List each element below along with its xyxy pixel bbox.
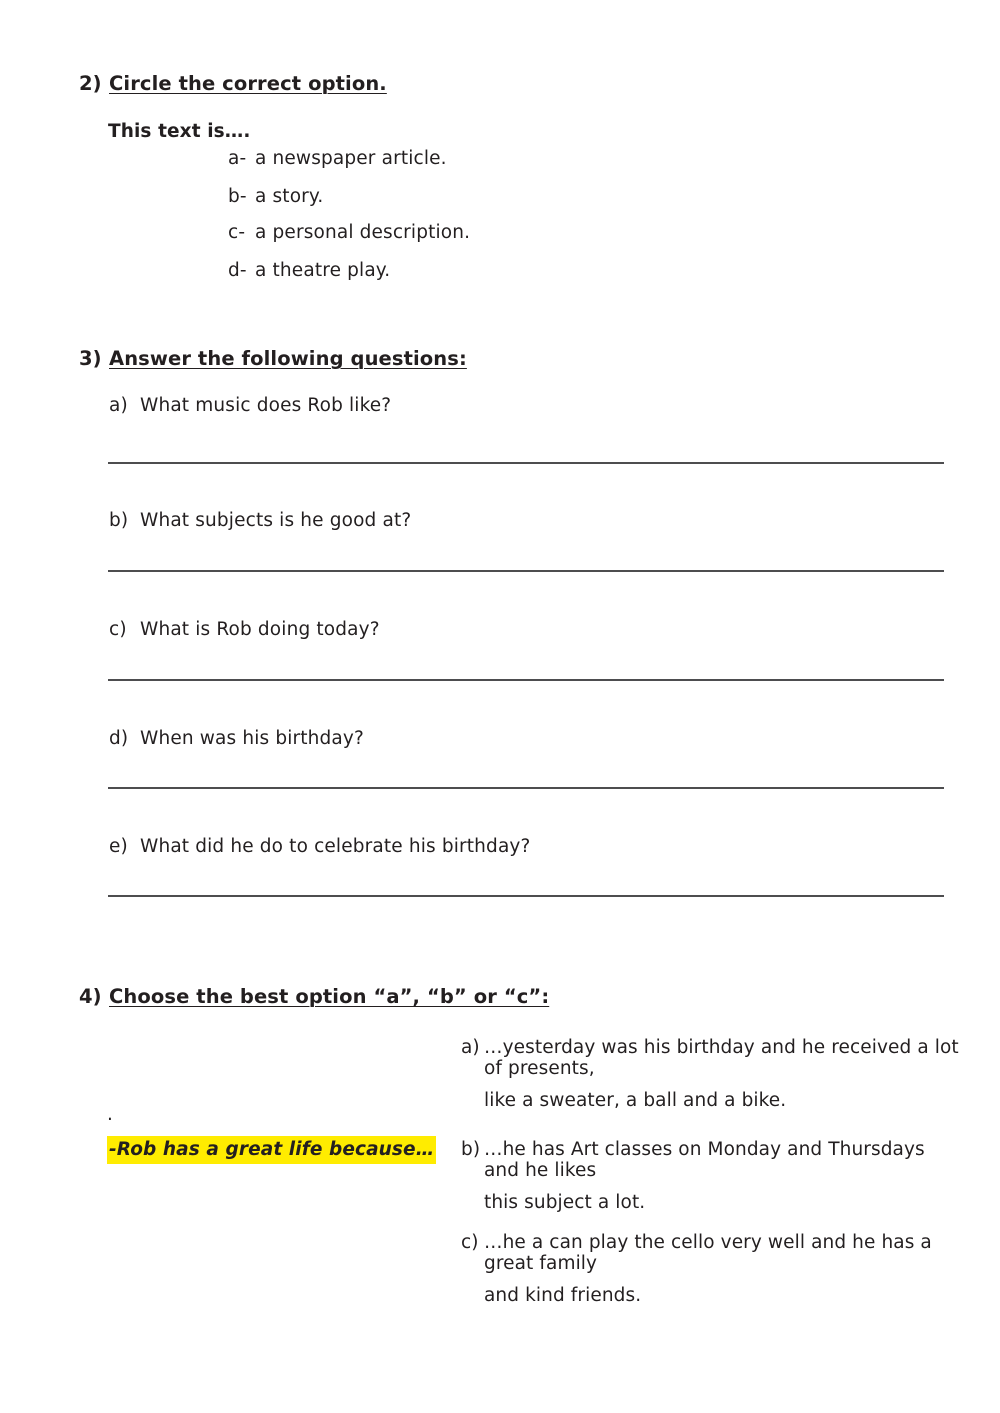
section-title-2: Circle the correct option. xyxy=(109,72,387,95)
question-3a-letter: a) xyxy=(109,395,128,416)
answer-line-3d[interactable] xyxy=(108,787,944,789)
match-choice-a[interactable] xyxy=(461,1037,961,1111)
match-choice-a-line1 xyxy=(461,1037,961,1079)
answer-line-3c[interactable] xyxy=(108,679,944,681)
question-3e-text: What did he do to celebrate his birthday? xyxy=(140,836,531,857)
match-choice-c[interactable] xyxy=(461,1232,961,1306)
option-c[interactable] xyxy=(228,222,470,243)
question-3b-letter: b) xyxy=(109,510,129,531)
section-title-4: Choose the best option “a”, “b” or “c”: xyxy=(109,985,550,1008)
section-number-4: 4) xyxy=(79,985,102,1008)
question-3d xyxy=(109,728,364,749)
question-3e-letter: e) xyxy=(109,836,128,857)
question-3b-text: What subjects is he good at? xyxy=(140,510,412,531)
option-d-letter: d- xyxy=(228,260,247,281)
option-b-text: a story. xyxy=(255,186,324,207)
match-choice-b-text1: …he has Art classes on Monday and Thursdays and he likes xyxy=(484,1139,925,1181)
option-d-text: a theatre play. xyxy=(255,260,391,281)
question-2-prompt: This text is…. xyxy=(108,121,251,142)
match-choice-b-line1 xyxy=(461,1139,961,1181)
stray-mark: . xyxy=(107,1104,113,1125)
match-choice-c-letter: c) xyxy=(461,1232,479,1253)
question-3e xyxy=(109,836,531,857)
option-b[interactable] xyxy=(228,186,323,207)
match-choice-b-letter: b) xyxy=(461,1139,481,1160)
highlighted-sentence-stem[interactable]: -Rob has a great life because… xyxy=(107,1136,436,1164)
question-3c-text: What is Rob doing today? xyxy=(140,619,380,640)
section-heading-4 xyxy=(79,985,549,1008)
question-3b xyxy=(109,510,411,531)
option-b-letter: b- xyxy=(228,186,247,207)
question-3c-letter: c) xyxy=(109,619,127,640)
section-title-3: Answer the following questions: xyxy=(109,347,467,370)
section-heading-2 xyxy=(79,72,387,95)
match-choice-b[interactable] xyxy=(461,1139,961,1213)
match-choice-a-text1: …yesterday was his birthday and he received a lot of presents, xyxy=(484,1037,959,1079)
match-choice-b-text2: this subject a lot. xyxy=(484,1192,646,1213)
section-number-2: 2) xyxy=(79,72,102,95)
question-3a xyxy=(109,395,391,416)
section-heading-3 xyxy=(79,347,467,370)
match-choice-a-text2: like a sweater, a ball and a bike. xyxy=(484,1090,787,1111)
question-3d-text: When was his birthday? xyxy=(140,728,364,749)
answer-line-3e[interactable] xyxy=(108,895,944,897)
answer-line-3a[interactable] xyxy=(108,462,944,464)
option-a-letter: a- xyxy=(228,148,247,169)
question-3d-letter: d) xyxy=(109,728,129,749)
option-c-letter: c- xyxy=(228,222,246,243)
section-number-3: 3) xyxy=(79,347,102,370)
answer-line-3b[interactable] xyxy=(108,570,944,572)
question-3c xyxy=(109,619,380,640)
option-d[interactable] xyxy=(228,260,390,281)
option-a-text: a newspaper article. xyxy=(255,148,447,169)
match-choice-a-letter: a) xyxy=(461,1037,480,1058)
match-choice-c-line1 xyxy=(461,1232,961,1274)
option-a[interactable] xyxy=(228,148,447,169)
match-choice-c-text2: and kind friends. xyxy=(484,1285,642,1306)
option-c-text: a personal description. xyxy=(255,222,471,243)
question-3a-text: What music does Rob like? xyxy=(140,395,392,416)
match-choice-c-text1: …he a can play the cello very well and he has a great family xyxy=(484,1232,932,1274)
